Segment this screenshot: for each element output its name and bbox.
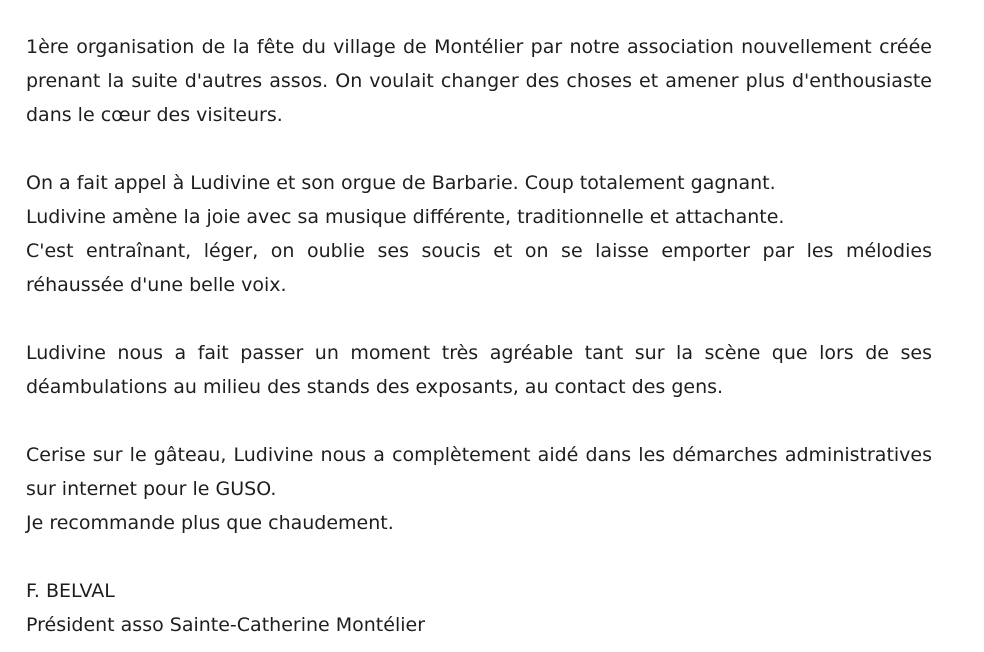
- signature-name: F. BELVAL: [26, 580, 115, 602]
- paragraph-line: C'est entraînant, léger, on oublie ses soucis et on se laisse emporter par les mélodies réhaussée d'une belle voix.: [26, 240, 932, 296]
- paragraph-performance: [26, 166, 932, 302]
- paragraph-line: Ludivine amène la joie avec sa musique différente, traditionnelle et attachante.: [26, 206, 785, 228]
- paragraph-line: Cerise sur le gâteau, Ludivine nous a complètement aidé dans les démarches administratives sur internet pour le GUSO.: [26, 444, 932, 500]
- signature-title: Président asso Sainte-Catherine Montélier: [26, 614, 425, 636]
- paragraph-line: 1ère organisation de la fête du village de Montélier par notre association nouvellement créée prenant la suite d'autres assos. On voulait changer des choses et amener plus d'enthousiaste dans le cœur des visiteurs.: [26, 36, 932, 126]
- testimonial-document: [26, 30, 932, 642]
- paragraph-moment: [26, 336, 932, 404]
- signature-block: [26, 574, 932, 642]
- paragraph-recommendation: [26, 438, 932, 540]
- paragraph-intro: [26, 30, 932, 132]
- paragraph-line: On a fait appel à Ludivine et son orgue de Barbarie. Coup totalement gagnant.: [26, 172, 776, 194]
- paragraph-line: Ludivine nous a fait passer un moment très agréable tant sur la scène que lors de ses déambulations au milieu des stands des exposants, au contact des gens.: [26, 342, 932, 398]
- paragraph-line: Je recommande plus que chaudement.: [26, 512, 394, 534]
